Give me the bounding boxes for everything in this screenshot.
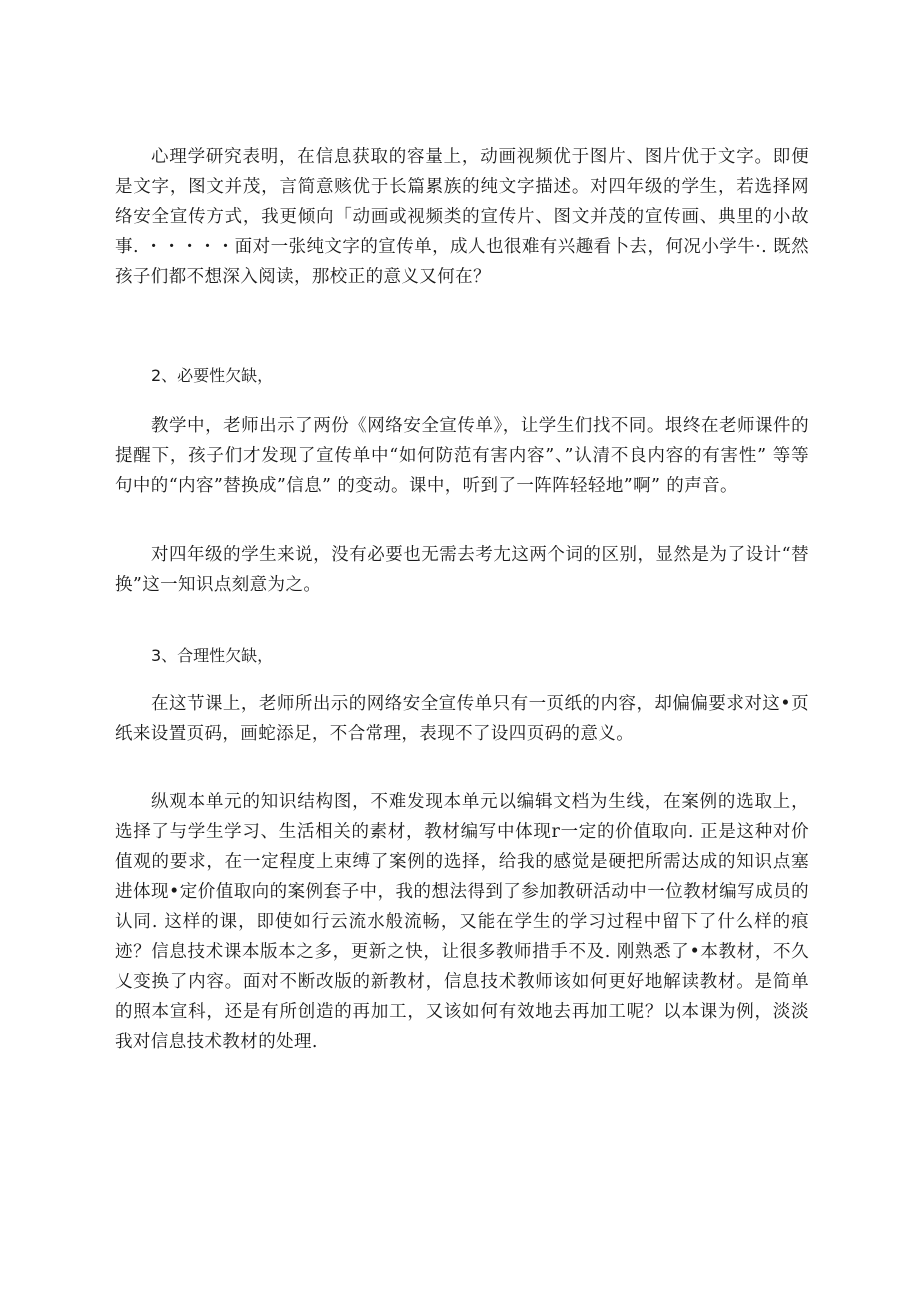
paragraph-teaching-example: 教学中，老师出示了两份《网络安全宣传单》，让学生们找不同。垠终在老师课件的提醒下，孩子们才发现了宣传单中“如何防范有害内容”、”认清不良内容的有害性” 等等句中的“内容”替换成”信息” 的变动。课中，听到了一阵阵轻轻地”啊” 的声音。 [115, 416, 809, 496]
paragraph-textbook-reflection: 纵观本单元的知识结构图，不难发现本单元以编辑文档为生线，在案例的选取上，选择了与学生学习、生活相关的素材，教材编写中体现r一定的价值取向. 正是这种对价值观的要求，在一定程度上束缚了案例的选择，给我的感觉是硬把所需达成的知识点塞进体现•定价值取向的案例套子中，我的想法得到了参加教研活动中一位教材编写成员的认同. 这样的课，即使如行云流水般流畅，又能在学生的学习过程中留下了什么样的痕迹？信息技术课本版本之多，更新之快，让很多教师措手不及. 刚熟悉了•本教材，不久乂变换了内容。面对不断改版的新教材，信息技术教师该如何更好地解读教材。是简单的照本宣科，还是有所创造的再加工，又该如何有效地去再加工呢？以本课为例，淡淡我对信息技术教材的处理. [115, 792, 809, 1052]
section-heading-rationality: 3、合理性欠缺， [151, 646, 274, 665]
paragraph-page-number-example: 在这节课上，老师所出示的网络安全宣传单只有一页纸的内容，却偏偏要求对这•页纸来设置页码，画蛇添足，不合常理，表现不了设四页码的意义。 [115, 694, 809, 744]
paragraph-fourth-grade-comment: 对四年级的学生来说，没有必要也无需去考尢这两个词的区别，显然是为了设计“替换”这一知识点刻意为之。 [115, 545, 809, 595]
paragraph-psychology-research: 心理学研究表明，在信息获取的容量上，动画视频优于图片、图片优于文字。即便是文字，图文并茂，言简意赅优于长篇累族的纯文字描述。对四年级的学生，若选择网络安全宣传方式，我更倾向「动画或视频类的宣传片、图文并茂的宣传画、典里的小故事. ・・・・・面对一张纯文字的宣传单，成人也很难有兴趣看卜去，何况小学牛·. 既然孩子们都不想深入阅读，那校正的意义又何在？ [115, 147, 809, 287]
section-heading-necessity: 2、必要性欠缺， [151, 366, 274, 385]
